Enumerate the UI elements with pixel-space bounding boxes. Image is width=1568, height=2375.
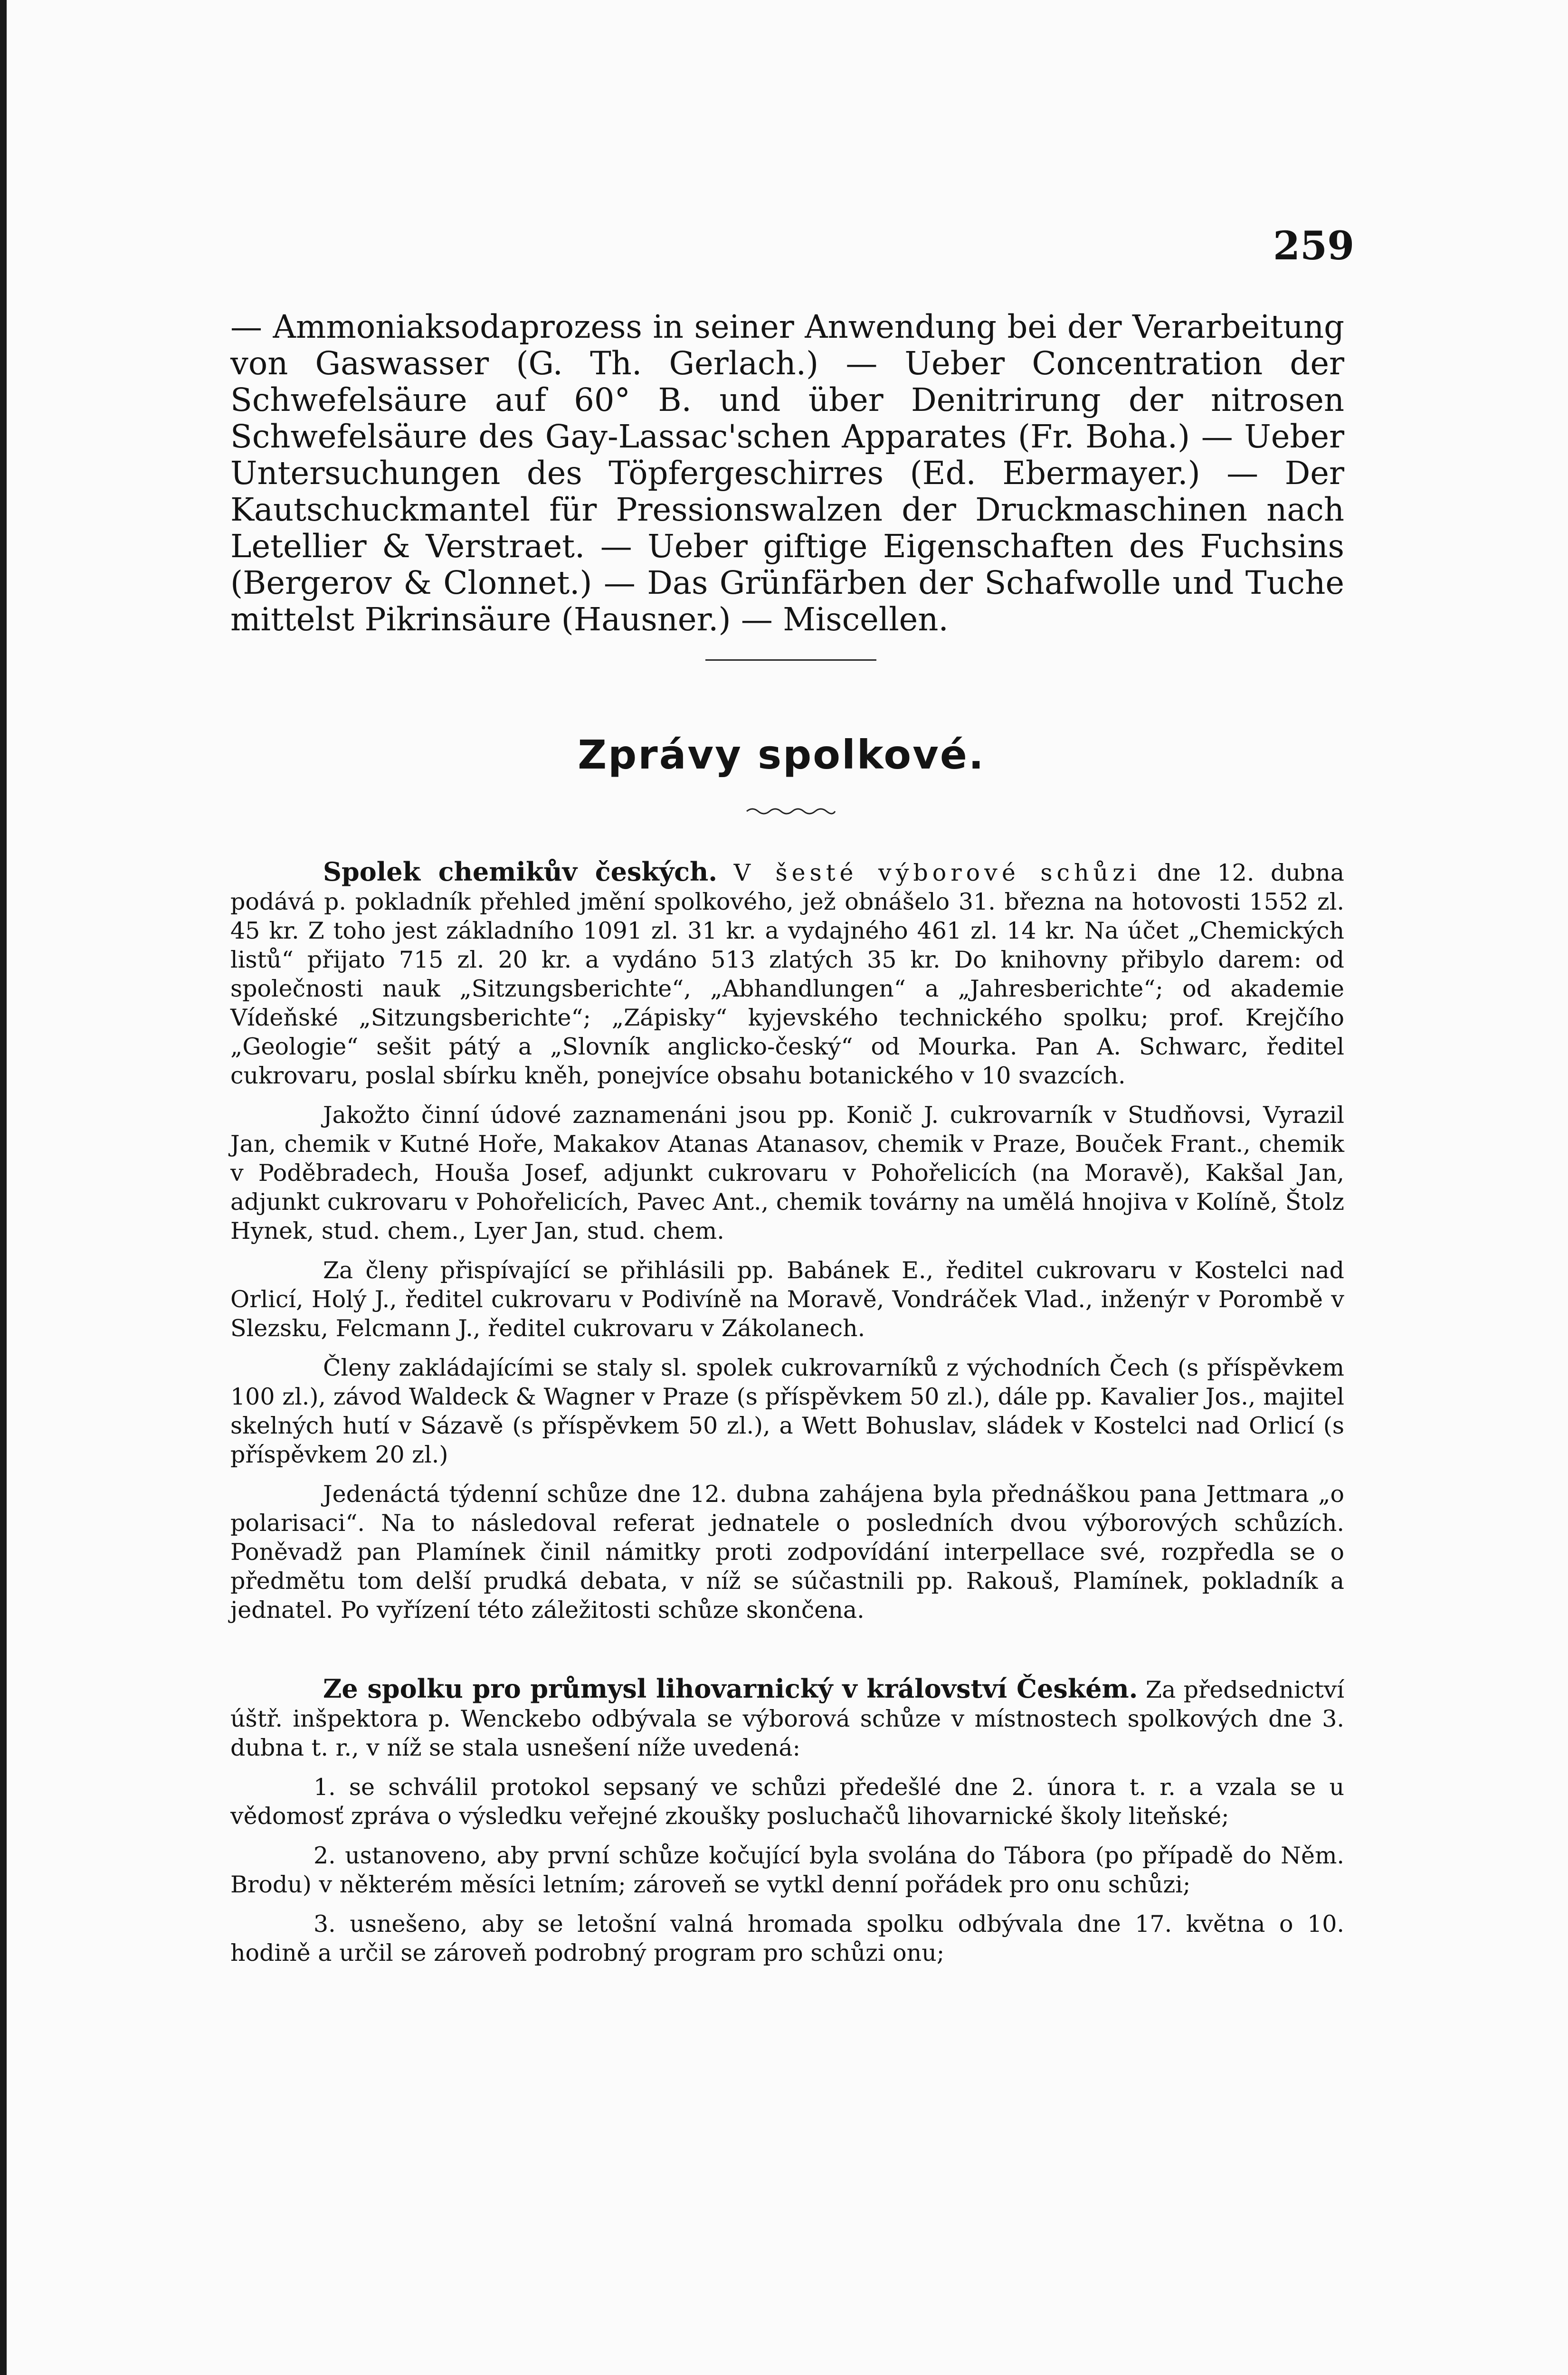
german-paragraph: — Ammoniaksodaprozess in seiner Anwendung bei der Verarbeitung von Gaswasser (G. Th. Gerlach.) — Ueber Concentration der Schwefelsäure auf 60° B. und über Denitrirung der nitrosen Schwefelsäure des Gay-Lassac'schen Apparates (Fr. Boha.) — Ueber Untersuchungen des Töpfergeschirres (Ed. Ebermayer.) — Der Kautschuckmantel für Pressionswalzen der Druckmaschinen nach Letellier & Verstraet. — Ueber giftige Eigenschaften des Fuchsins (Bergerov & Clonnet.) — Das Grünfärben der Schafwolle und Tuche mittelst Pikrinsäure (Hausner.) — Miscellen. xyxy=(230,308,1344,638)
spolek-paragraph-2: Jakožto činní údové zaznamenáni jsou pp. Konič J. cukrovarník v Studňovsi, Vyrazil Jan, chemik v Kutné Hoře, Makakov Atanas Atanasov, chemik v Praze, Bouček Frant., chemik v Poděbradech, Houša Josef, adjunkt cukrovaru v Pohořelicích (na Moravě), Kakšal Jan, adjunkt cukrovaru v Pohořelicích, Pavec Ant., chemik továrny na umělá hnojiva v Kolíně, Štolz Hynek, stud. chem., Lyer Jan, stud. chem. xyxy=(230,1102,1344,1244)
lihovar-intro: Za předsednictví úštř. inšpektora p. Wenckebo odbývala se výborová schůze v místnostech spolkových dne 3. dubna t. r., v níž se stala usnešení níže uvedená: xyxy=(230,1676,1344,1761)
lihovar-item-1: 1. se schválil protokol sepsaný ve schůzi předešlé dne 2. února t. r. a vzala se u vědomosť zpráva o výsledku veřejné zkoušky posluchačů lihovarnické školy liteňské; xyxy=(230,1774,1344,1830)
scan-edge xyxy=(0,0,7,2375)
lihovar-item-3: 3. usnešeno, aby se letošní valná hromada spolku odbývala dne 17. května o 10. hodině a určil se zároveň podrobný program pro schůzi onu; xyxy=(230,1910,1344,1966)
spolek-paragraph-4: Členy zakládajícími se staly sl. spolek cukrovarníků z východních Čech (s příspěvkem 100 zl.), závod Waldeck & Wagner v Praze (s příspěvkem 50 zl.), dále pp. Kavalier Jos., majitel skelných hutí v Sázavě (s příspěvkem 50 zl.), a Wett Bohuslav, sládek v Kostelci nad Orlicí (s příspěvkem 20 zl.) xyxy=(230,1354,1344,1468)
page-number: 259 xyxy=(1273,223,1355,269)
lihovar-item-2: 2. ustanoveno, aby první schůze kočující byla svolána do Tábora (po případě do Něm. Brodu) v některém měsíci letním; zároveň se vytkl denní pořádek pro onu schůzi; xyxy=(230,1842,1344,1898)
spolek-lead: Spolek chemikův českých. xyxy=(323,856,718,887)
spolek-paragraph-5: Jedenáctá týdenní schůze dne 12. dubna zahájena byla přednáškou pana Jettmara „o polarisaci“. Na to následoval referat jednatele o posledních dvou výborových schůzích. Poněvadž pan Plamínek činil námitky proti zodpovídání interpellace své, rozpředla se o předmětu tom delší prudká debata, v níž se súčastnili pp. Rakouš, Plamínek, pokladník a jednatel. Po vyřízení této záležitosti schůze skončena. xyxy=(230,1481,1344,1624)
ornament-wave xyxy=(746,806,836,817)
lihovar-lead: Ze spolku pro průmysl lihovarnický v království Českém. xyxy=(323,1673,1138,1704)
spolek-paragraph-3: Za členy přispívající se přihlásili pp. Babánek E., ředitel cukrovaru v Kostelci nad Orlicí, Holý J., ředitel cukrovaru v Podivíně na Moravě, Vondráček Vlad., inženýr v Porombě v Slezsku, Felcmann J., ředitel cukrovaru v Zákolanech. xyxy=(230,1257,1344,1342)
spolek-paragraph-1 xyxy=(230,857,1344,1090)
czech-news-body xyxy=(230,857,1344,1978)
section-title: Zprávy spolkové. xyxy=(578,732,985,778)
lihovar-paragraph xyxy=(230,1674,1344,1762)
spolek-p1: dne 12. dubna podává p. pokladník přehled jmění spolkového, jež obnášelo 31. března na hotovosti 1552 zl. 45 kr. Z toho jest základního 1091 zl. 31 kr. a vydajného 461 zl. 14 kr. Na účet „Chemických listů“ přijato 715 zl. 20 kr. a vydáno 513 zlatých 35 kr. Do knihovny přibylo darem: od společnosti nauk „Sitzungsberichte“, „Abhandlungen“ a „Jahresberichte“; od akademie Vídeňské „Sitzungsberichte“; „Zápisky“ kyjevského technického spolku; prof. Krejčího „Geologie“ sešit pátý a „Slovník anglicko-český“ od Mourka. Pan A. Schwarc, ředitel cukrovaru, poslal sbírku kněh, ponejvíce obsahu botanického v 10 svazcích. xyxy=(230,859,1345,1089)
divider-rule xyxy=(705,659,876,661)
spolek-intro: V šesté výborové schůzi xyxy=(733,859,1141,886)
